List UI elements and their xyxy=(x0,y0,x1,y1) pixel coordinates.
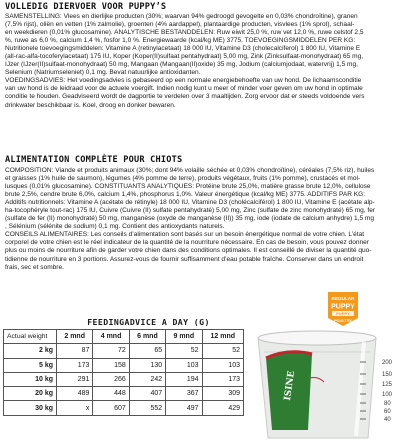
dutch-line: VOEDINGSADVIES: Het voedingsadvies is gebaseerd op een normale energiebehoefte van uw hond. De lichaamsconditie xyxy=(5,77,362,85)
table-cell: 103 xyxy=(166,358,202,372)
table-cell: 194 xyxy=(166,372,202,386)
french-line: frais, sec et sombre. xyxy=(5,263,64,271)
french-line: lusques (0,01% glucosamine). CONSTITUANTS ANALYTIQUES: Protéine brute 25,0%, matière grasse brute 12,0%, cellulose xyxy=(5,183,371,191)
brand-text: ISINE xyxy=(282,370,298,402)
table-cell: 607 xyxy=(93,401,129,415)
table-cell: 173 xyxy=(57,358,93,372)
column-header: 4 mnd xyxy=(93,330,129,344)
table-cell: x xyxy=(57,401,93,415)
weight-cell: 5 kg xyxy=(4,358,57,372)
french-line: , Sélénium (sélénite de sodium) 0,1 mg. Contient des antioxydants naturels. xyxy=(5,223,225,231)
french-line: corporel de votre chien est le réel indicateur de la quantité de la nourriture nécessaire. En cas de besoin, vous pouvez donner xyxy=(5,239,369,247)
scale-label: 100 xyxy=(382,392,393,398)
badge-line-4: POULTRY xyxy=(334,319,352,323)
dutch-body xyxy=(5,13,403,110)
scale-label: 40 xyxy=(384,417,391,423)
table-cell: 489 xyxy=(57,387,93,401)
table-cell: 497 xyxy=(166,401,202,415)
scale-label: 200 xyxy=(382,360,393,366)
table-cell: 65 xyxy=(129,344,165,358)
table-cell: 158 xyxy=(93,358,129,372)
table-cell: 309 xyxy=(202,387,244,401)
table-row xyxy=(4,372,244,386)
column-header: Actual weight xyxy=(4,330,57,344)
dutch-line: (7,5% rijst), oliën en vetten (1% zalmolie), groenten (4% aardappel), plantaardige producten, visvlees (1% sprot), schaal- xyxy=(5,21,355,29)
table-cell: 291 xyxy=(57,372,93,386)
weight-cell: 20 kg xyxy=(4,387,57,401)
table-row xyxy=(4,387,244,401)
dutch-line: (all-rac-alfa-tocoferylacetaat) 175 IU, Koper (Koper(II)sulfaat pentahydraat) 5,00 mg, Zink (Zinksulfaat-monohydraat) 65 mg, xyxy=(5,53,364,61)
table-cell: 448 xyxy=(93,387,129,401)
dutch-line: conditie te houden. Geadviseerd wordt de dagportie te verdelen over 3 maaltijden. Zorg ervoor dat er steeds voldoende vers xyxy=(5,93,365,101)
column-header: 6 mnd xyxy=(129,330,165,344)
feeding-advice-table-block xyxy=(3,316,244,416)
table-cell: 242 xyxy=(129,372,165,386)
weight-cell: 2 kg xyxy=(4,344,57,358)
french-line: plus ou moins de nourriture afin de garder votre chien dans des conditions optimales. Il est conseillé de diviser la quantité quo- xyxy=(5,247,372,255)
column-header: 9 mnd xyxy=(166,330,202,344)
french-line: CONSEILS ALIMENTAIRES: Les conseils d’alimentation sont basés sur un besoin énergétique normal de votre chien. L’état xyxy=(5,231,365,239)
table-cell: 72 xyxy=(93,344,129,358)
french-line: ha-tocophéryle tout-rac) 175 IU, Cuivre (Cuivre (II) sulfate pentahydraté) 5,00 mg, Zinc (sulfate de zinc monohydraté) 65 mg, fer xyxy=(5,207,376,215)
french-line: Additifs nutritionnels: Vitamine A (acétate de rétinyle) 18 000 IU, Vitamine D3 (cholécalciférol) 1 800 IU, Vitamine E (acétate alp- xyxy=(5,199,375,207)
table-cell: 407 xyxy=(129,387,165,401)
table-cell: 52 xyxy=(166,344,202,358)
measuring-cup-image xyxy=(252,290,400,440)
french-heading: ALIMENTATION COMPLÈTE POUR CHIOTS xyxy=(5,155,183,165)
table-row xyxy=(4,344,244,358)
scale-label: 80 xyxy=(384,401,391,407)
table-cell: 130 xyxy=(129,358,165,372)
column-header: 2 mnd xyxy=(57,330,93,344)
table-header-row xyxy=(4,330,244,344)
french-line: et graisses (1% huile de saumon), légumes (4% pomme de terre), produits végétaux, fruits (1% pomme), crustacés et mol- xyxy=(5,175,361,183)
dutch-line: SAMENSTELLING: Vlees en dierlijke producten (30%; waarvan 94% gedroogd gevogelte en 0,03% chondroïtine), granen xyxy=(5,13,358,20)
dutch-heading: VOLLEDIG DIERVOER VOOR PUPPY’S xyxy=(5,2,167,12)
table-cell: 552 xyxy=(129,401,165,415)
scale-label: 125 xyxy=(382,382,393,388)
dutch-line: van uw hond is de leidraad voor de actuele voergift. Indien nodig kunt u meer of minder voer geven om uw hond in optimale xyxy=(5,85,363,93)
french-line: brute 2,5%, cendre brute 6,0%, calcium 1,4%, phosphorus 1,0%. Valeur énergétique (kcal/kg ME) 3775. ADDITIFS PAR KG: xyxy=(5,191,366,199)
dutch-line: Selenium (Natriumseleniet) 0,1 mg. Bevat natuurlijke antioxidanten. xyxy=(5,69,201,77)
measuring-cup-illustration xyxy=(252,290,400,440)
feeding-advice-table xyxy=(3,329,244,416)
french-line: tidienne de nourriture en 3 portions. Assurez-vous de fournir suffisamment d’eau potable fraîche. Conserver dans un endroit xyxy=(5,255,364,263)
dutch-line: drinkwater beschikbaar is. Koel, droog en donker bewaren. xyxy=(5,101,176,109)
badge-line-1: REGULAR xyxy=(331,296,355,301)
table-cell: 52 xyxy=(202,344,244,358)
scale-label: 60 xyxy=(384,409,391,415)
french-line: (sulfate de fer (II) monohydraté) 50 mg, manganèse (oxyde de manganèse (II)) 35 mg, iode (iodate de calcium anhydre) 1,5 mg xyxy=(5,215,374,223)
column-header: 12 mnd xyxy=(202,330,244,344)
puppy-badge xyxy=(328,292,358,326)
table-row xyxy=(4,401,244,415)
french-line: COMPOSITION: Viande et produits animaux (30%; dont 94% volaille séchée et 0,03% chondroïtine), céréales (7,5% riz), huiles xyxy=(5,167,375,174)
dutch-line: en weekdieren (0,01% glucosamine). ANALYTISCHE BESTANDDELEN: Ruw eiwit 25,0 %, ruw vet 12,0 %, ruwe celstof 2,5 xyxy=(5,29,364,37)
table-cell: 87 xyxy=(57,344,93,358)
table-cell: 266 xyxy=(93,372,129,386)
table-cell: 103 xyxy=(202,358,244,372)
table-cell: 173 xyxy=(202,372,244,386)
badge-line-2: PUPPY xyxy=(331,303,355,311)
table-cell: 367 xyxy=(166,387,202,401)
dutch-line: Nutritionele toevoegingsmiddelen: Vitamine A (retinylacetaat) 18 000 IU, Vitamine D3 (cholecalciferol) 1 800 IU, Vitamine E xyxy=(5,45,361,53)
badge-line-3: PUPPY xyxy=(336,311,350,316)
feeding-table-title: FEEDINGADVICE A DAY (G) xyxy=(87,317,210,327)
weight-cell: 10 kg xyxy=(4,372,57,386)
dutch-line: %, ruwe as 6,0 %, calcium 1,4 %, fosfor 1,0 %. Energiewaarde (kcal/kg ME) 3775. TOEVOEGINGSMIDDELEN PER KG: xyxy=(5,37,356,45)
dutch-line: IJzer (IJzer(II)sulfaat-monohydraat) 50 mg, Mangaan (Mangaan(II)oxide) 35 mg, Jodium (calciumjodaat, watervrij) 1,5 mg, xyxy=(5,61,358,69)
weight-cell: 30 kg xyxy=(4,401,57,415)
table-cell: 429 xyxy=(202,401,244,415)
table-row xyxy=(4,358,244,372)
french-body xyxy=(5,167,403,272)
scale-label: 150 xyxy=(382,372,393,378)
